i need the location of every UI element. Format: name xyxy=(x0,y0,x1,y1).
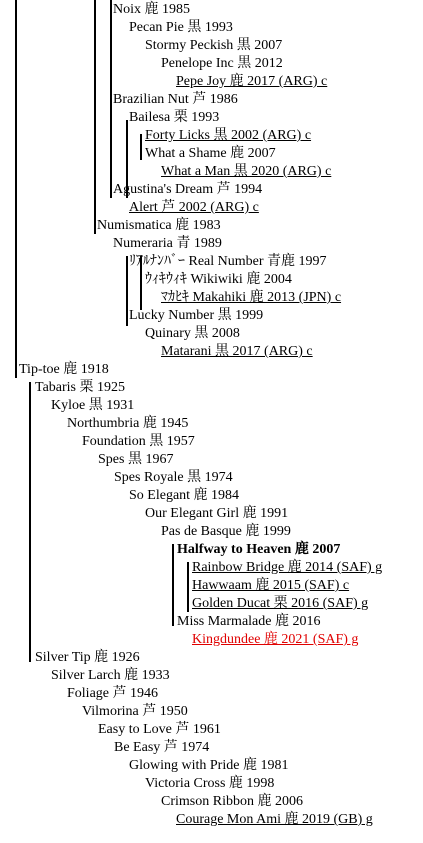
tree-line xyxy=(140,134,142,160)
pedigree-entry: Bailesa 栗 1993 xyxy=(129,110,220,125)
pedigree-entry: Glowing with Pride 鹿 1981 xyxy=(129,758,289,773)
tree-line xyxy=(29,382,31,662)
pedigree-entry: Stormy Peckish 黒 2007 xyxy=(145,38,283,53)
pedigree-entry: Penelope Inc 黒 2012 xyxy=(161,56,283,71)
pedigree-entry: Numeraria 青 1989 xyxy=(113,236,222,251)
offspring-link[interactable]: Golden Ducat 栗 2016 (SAF) g xyxy=(192,596,369,611)
pedigree-entry: Our Elegant Girl 鹿 1991 xyxy=(145,506,289,521)
offspring-link[interactable]: What a Man 黒 2020 (ARG) c xyxy=(161,164,332,179)
pedigree-entry: Tabaris 栗 1925 xyxy=(35,380,126,395)
tree-line xyxy=(110,0,112,198)
pedigree-entry: Tip-toe 鹿 1918 xyxy=(19,362,109,377)
tree-line xyxy=(172,544,174,626)
offspring-link[interactable]: Courage Mon Ami 鹿 2019 (GB) g xyxy=(176,812,373,827)
offspring-link[interactable]: Pepe Joy 鹿 2017 (ARG) c xyxy=(176,74,328,89)
pedigree-entry: Vilmorina 芦 1950 xyxy=(82,704,188,719)
pedigree-entry: Victoria Cross 鹿 1998 xyxy=(145,776,275,791)
pedigree-entry: Pecan Pie 黒 1993 xyxy=(129,20,233,35)
pedigree-entry: Silver Tip 鹿 1926 xyxy=(35,650,140,665)
tree-line xyxy=(126,256,128,326)
pedigree-entry: Kyloe 黒 1931 xyxy=(51,398,135,413)
pedigree-entry: Be Easy 芦 1974 xyxy=(114,740,210,755)
offspring-link[interactable]: Hawwaam 鹿 2015 (SAF) c xyxy=(192,578,350,593)
pedigree-entry: Northumbria 鹿 1945 xyxy=(67,416,189,431)
tree-line xyxy=(187,562,189,612)
pedigree-entry: Spes 黒 1967 xyxy=(98,452,174,467)
offspring-link[interactable]: Rainbow Bridge 鹿 2014 (SAF) g xyxy=(192,560,383,575)
offspring-link[interactable]: ﾏｶﾋｷ Makahiki 鹿 2013 (JPN) c xyxy=(161,290,342,305)
pedigree-entry: What a Shame 鹿 2007 xyxy=(145,146,276,161)
pedigree-entry: Noix 鹿 1985 xyxy=(113,2,190,17)
offspring-link[interactable]: Forty Licks 黒 2002 (ARG) c xyxy=(145,128,312,143)
pedigree-entry: So Elegant 鹿 1984 xyxy=(129,488,240,503)
pedigree-entry: Foundation 黒 1957 xyxy=(82,434,195,449)
tree-line xyxy=(15,0,17,378)
pedigree-entry: Pas de Basque 鹿 1999 xyxy=(161,524,291,539)
pedigree-entry: Foliage 芦 1946 xyxy=(67,686,158,701)
pedigree-entry: Agustina's Dream 芦 1994 xyxy=(113,182,263,197)
pedigree-entry: Miss Marmalade 鹿 2016 xyxy=(177,614,321,629)
subject-horse: Halfway to Heaven 鹿 2007 xyxy=(177,542,341,557)
pedigree-entry: Crimson Ribbon 鹿 2006 xyxy=(161,794,303,809)
pedigree-entry: Brazilian Nut 芦 1986 xyxy=(113,92,238,107)
pedigree-entry: ｳｨｷｳｨｷ Wikiwiki 鹿 2004 xyxy=(145,272,292,287)
pedigree-entry: Easy to Love 芦 1961 xyxy=(98,722,221,737)
pedigree-entry: Spes Royale 黒 1974 xyxy=(114,470,233,485)
pedigree-entry: ﾘｱﾙﾅﾝﾊﾞｰ Real Number 青鹿 1997 xyxy=(129,254,327,269)
pedigree-entry: Numismatica 鹿 1983 xyxy=(97,218,221,233)
pedigree-entry: Lucky Number 黒 1999 xyxy=(129,308,264,323)
offspring-link[interactable]: Matarani 黒 2017 (ARG) c xyxy=(161,344,313,359)
pedigree-entry: Quinary 黒 2008 xyxy=(145,326,240,341)
highlighted-offspring-link[interactable]: Kingdundee 鹿 2021 (SAF) g xyxy=(192,632,359,647)
tree-line xyxy=(94,0,96,234)
offspring-link[interactable]: Alert 芦 2002 (ARG) c xyxy=(129,200,259,215)
pedigree-entry: Silver Larch 鹿 1933 xyxy=(51,668,170,683)
